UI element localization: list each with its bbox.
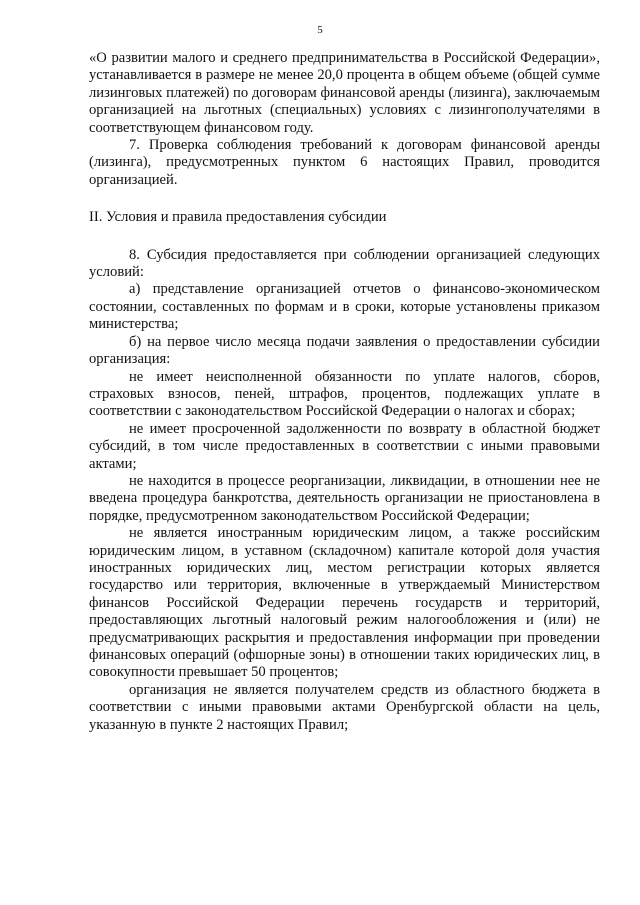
condition-not-foreign-entity: не является иностранным юридическим лицом, а также российским юридическим лицом, в уставном (складочном) капитале которой доля участия иностранных юридических лиц, местом регистрации которых является государство или территория, включенные в утверждаемый Министерством финансов Российской Федерации перечень государств и территорий, предоставляющих льготный налоговый режим налогообложения и (или) не предусматривающих раскрытия и предоставления информации при проведении финансовых операций (офшорные зоны) в отношении таких юридических лиц, в совокупности превышает 50 процентов; bbox=[89, 525, 600, 681]
condition-no-tax-debt: не имеет неисполненной обязанности по уплате налогов, сборов, страховых взносов, пеней, штрафов, процентов, подлежащих уплате в соответствии с законодательством Российской Федерации о налогах и сборах; bbox=[89, 368, 600, 420]
paragraph-subitem-b: б) на первое число месяца подачи заявления о предоставлении субсидии организация: bbox=[89, 333, 600, 368]
condition-no-reorganization: не находится в процессе реорганизации, ликвидации, в отношении нее не введена процедура банкротства, деятельность организации не приостановлена в порядке, предусмотренном законодательством Российской Федерации; bbox=[89, 472, 600, 524]
paragraph-subitem-a: а) представление организацией отчетов о финансово-экономическом состоянии, составленных по формам и в сроки, которые установлены приказом министерства; bbox=[89, 281, 600, 333]
condition-no-overdue-debt: не имеет просроченной задолженности по возврату в областной бюджет субсидий, в том числе предоставленных в соответствии с иными правовыми актами; bbox=[89, 420, 600, 472]
paragraph-item-7: 7. Проверка соблюдения требований к договорам финансовой аренды (лизинга), предусмотренных пунктом 6 настоящих Правил, проводится организацией. bbox=[89, 137, 600, 188]
condition-no-other-funding: организация не является получателем средств из областного бюджета в соответствии с иными правовыми актами Оренбургской области на цель, указанную в пункте 2 настоящих Правил; bbox=[89, 681, 600, 733]
paragraph-item-8: 8. Субсидия предоставляется при соблюдении организацией следующих условий: bbox=[89, 246, 600, 281]
document-body bbox=[89, 50, 600, 734]
page-number: 5 bbox=[317, 24, 323, 36]
section-heading: II. Условия и правила предоставления субсидии bbox=[89, 209, 387, 226]
paragraph-continuation: «О развитии малого и среднего предпринимательства в Российской Федерации», устанавливается в размере не менее 20,0 процента в общем объеме (общей сумме лизинговых платежей) по договорам финансовой аренды (лизинга), заключаемым организацией на льготных (специальных) условиях с лизингополучателями в соответствующем финансовом году. bbox=[89, 50, 600, 136]
